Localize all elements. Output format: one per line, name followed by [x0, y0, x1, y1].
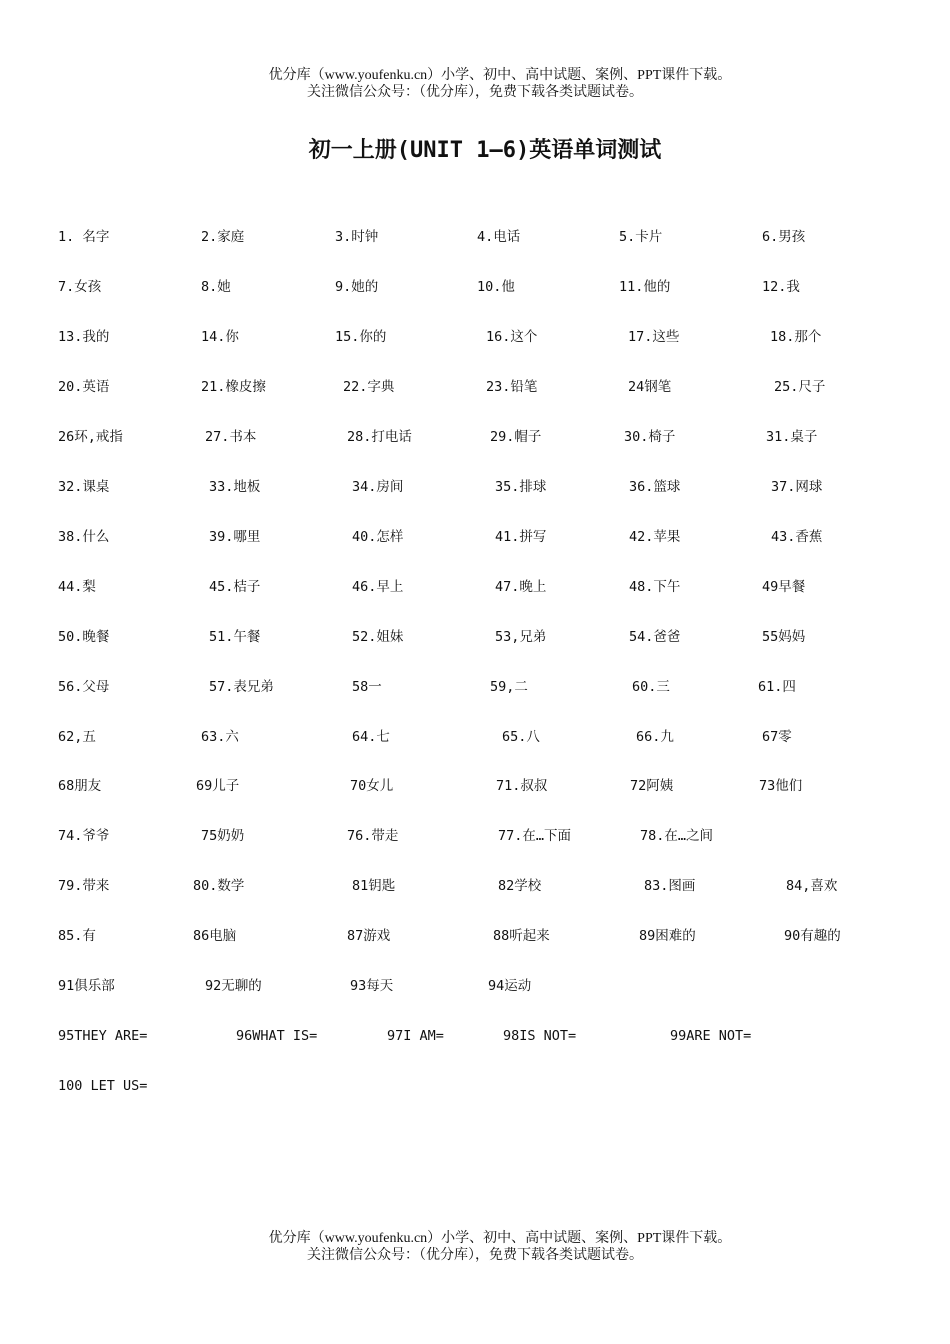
- vocab-item: 87游戏: [347, 928, 391, 944]
- vocab-item: 7.女孩: [58, 279, 102, 295]
- vocab-item: 14.你: [201, 329, 239, 345]
- vocab-item: 38.什么: [58, 529, 110, 545]
- vocab-item: 69儿子: [196, 778, 240, 794]
- vocab-item: 74.爷爷: [58, 828, 110, 844]
- vocab-item: 30.椅子: [624, 429, 676, 445]
- page-footer: [0, 1230, 950, 1264]
- vocab-item: 13.我的: [58, 329, 110, 345]
- vocab-item: 12.我: [762, 279, 800, 295]
- vocab-row: [0, 627, 950, 649]
- vocab-item: 100 LET US=: [58, 1078, 148, 1094]
- vocab-item: 35.排球: [495, 479, 547, 495]
- vocab-item: 61.四: [758, 679, 796, 695]
- vocab-item: 86电脑: [193, 928, 237, 944]
- vocab-item: 94运动: [488, 978, 532, 994]
- vocab-row: [0, 876, 950, 898]
- vocab-item: 90有趣的: [784, 928, 841, 944]
- vocab-item: 81钥匙: [352, 878, 396, 894]
- vocab-item: 57.表兄弟: [209, 679, 274, 695]
- vocab-row: [0, 477, 950, 499]
- vocab-item: 6.男孩: [762, 229, 806, 245]
- vocab-item: 42.苹果: [629, 529, 681, 545]
- vocab-row: [0, 776, 950, 798]
- vocab-item: 5.卡片: [619, 229, 663, 245]
- vocab-row: [0, 427, 950, 449]
- vocab-item: 36.篮球: [629, 479, 681, 495]
- vocab-item: 4.电话: [477, 229, 521, 245]
- vocab-item: 1. 名字: [58, 229, 110, 245]
- vocab-item: 70女儿: [350, 778, 394, 794]
- vocab-item: 58一: [352, 679, 382, 695]
- vocab-item: 48.下午: [629, 579, 681, 595]
- vocab-item: 50.晚餐: [58, 629, 110, 645]
- vocab-item: 67零: [762, 729, 792, 745]
- vocab-item: 21.橡皮擦: [201, 379, 266, 395]
- vocab-item: 84,喜欢: [786, 878, 838, 894]
- vocab-item: 71.叔叔: [496, 778, 548, 794]
- vocab-item: 2.家庭: [201, 229, 245, 245]
- vocab-item: 40.怎样: [352, 529, 404, 545]
- vocab-item: 20.英语: [58, 379, 110, 395]
- vocab-item: 98IS NOT=: [503, 1028, 577, 1044]
- vocab-item: 11.他的: [619, 279, 671, 295]
- vocab-item: 15.你的: [335, 329, 387, 345]
- vocab-row: [0, 327, 950, 349]
- vocab-item: 9.她的: [335, 279, 379, 295]
- vocab-item: 52.姐妹: [352, 629, 404, 645]
- vocab-item: 88听起来: [493, 928, 550, 944]
- vocab-item: 59,二: [490, 679, 528, 695]
- vocab-item: 85.有: [58, 928, 96, 944]
- vocab-item: 60.三: [632, 679, 670, 695]
- page-header: [0, 67, 950, 101]
- vocab-item: 80.数学: [193, 878, 245, 894]
- vocab-item: 99ARE NOT=: [670, 1028, 752, 1044]
- vocab-item: 91俱乐部: [58, 978, 115, 994]
- vocab-item: 45.桔子: [209, 579, 261, 595]
- vocab-row: [0, 1026, 950, 1048]
- vocab-item: 46.早上: [352, 579, 404, 595]
- vocab-item: 96WHAT IS=: [236, 1028, 318, 1044]
- vocab-item: 89困难的: [639, 928, 696, 944]
- vocab-item: 17.这些: [628, 329, 680, 345]
- vocab-item: 82学校: [498, 878, 542, 894]
- vocab-row: [0, 826, 950, 848]
- vocab-item: 78.在…之间: [640, 828, 714, 844]
- vocab-row: [0, 527, 950, 549]
- footer-promo-line: 优分库（www.youfenku.cn）小学、初中、高中试题、案例、PPT课件下载。: [268, 1231, 732, 1246]
- vocab-item: 32.课桌: [58, 479, 110, 495]
- vocab-item: 26环,戒指: [58, 429, 123, 445]
- vocab-item: 66.九: [636, 729, 674, 745]
- vocab-item: 39.哪里: [209, 529, 261, 545]
- vocab-item: 92无聊的: [205, 978, 262, 994]
- vocab-item: 33.地板: [209, 479, 261, 495]
- vocab-item: 31.桌子: [766, 429, 818, 445]
- header-wechat-line: 关注微信公众号：（优分库），免费下载各类试题试卷。: [307, 85, 643, 100]
- vocab-item: 28.打电话: [347, 429, 412, 445]
- vocab-item: 72阿姨: [630, 778, 674, 794]
- vocab-item: 22.字典: [343, 379, 395, 395]
- vocab-item: 3.时钟: [335, 229, 379, 245]
- vocab-item: 95THEY ARE=: [58, 1028, 148, 1044]
- vocab-item: 53,兄弟: [495, 629, 547, 645]
- vocab-row: [0, 377, 950, 399]
- vocab-row: [0, 727, 950, 749]
- vocab-row: [0, 976, 950, 998]
- footer-wechat-line: 关注微信公众号：（优分库），免费下载各类试题试卷。: [307, 1248, 643, 1263]
- vocab-item: 65.八: [502, 729, 540, 745]
- header-promo-line: 优分库（www.youfenku.cn）小学、初中、高中试题、案例、PPT课件下载。: [268, 68, 732, 83]
- vocab-item: 27.书本: [205, 429, 257, 445]
- vocab-item: 47.晚上: [495, 579, 547, 595]
- vocab-item: 10.他: [477, 279, 515, 295]
- vocab-row: [0, 277, 950, 299]
- page-title: [0, 133, 950, 164]
- vocab-item: 75奶奶: [201, 828, 245, 844]
- vocab-item: 16.这个: [486, 329, 538, 345]
- vocab-item: 79.带来: [58, 878, 110, 894]
- vocab-item: 24钢笔: [628, 379, 672, 395]
- vocab-item: 51.午餐: [209, 629, 261, 645]
- vocab-item: 63.六: [201, 729, 239, 745]
- vocab-item: 18.那个: [770, 329, 822, 345]
- vocab-item: 62,五: [58, 729, 96, 745]
- vocab-item: 73他们: [759, 778, 803, 794]
- vocab-item: 44.梨: [58, 579, 96, 595]
- vocab-item: 41.拼写: [495, 529, 547, 545]
- vocab-item: 93每天: [350, 978, 394, 994]
- vocab-item: 43.香蕉: [771, 529, 823, 545]
- page-title-text: 初一上册(UNIT 1—6)英语单词测试: [308, 138, 662, 163]
- vocab-item: 34.房间: [352, 479, 404, 495]
- vocab-item: 68朋友: [58, 778, 102, 794]
- vocab-item: 37.网球: [771, 479, 823, 495]
- vocab-item: 97I AM=: [387, 1028, 444, 1044]
- vocab-item: 56.父母: [58, 679, 110, 695]
- vocab-row: [0, 227, 950, 249]
- vocab-item: 49早餐: [762, 579, 806, 595]
- vocab-item: 29.帽子: [490, 429, 542, 445]
- vocab-item: 76.带走: [347, 828, 399, 844]
- vocab-item: 54.爸爸: [629, 629, 681, 645]
- vocab-row: [0, 926, 950, 948]
- vocab-item: 83.图画: [644, 878, 696, 894]
- vocab-row: [0, 1076, 950, 1098]
- vocab-item: 77.在…下面: [498, 828, 572, 844]
- vocab-row: [0, 677, 950, 699]
- vocab-row: [0, 577, 950, 599]
- vocab-item: 25.尺子: [774, 379, 826, 395]
- vocab-item: 55妈妈: [762, 629, 806, 645]
- vocab-item: 8.她: [201, 279, 231, 295]
- vocab-item: 64.七: [352, 729, 390, 745]
- vocab-item: 23.铅笔: [486, 379, 538, 395]
